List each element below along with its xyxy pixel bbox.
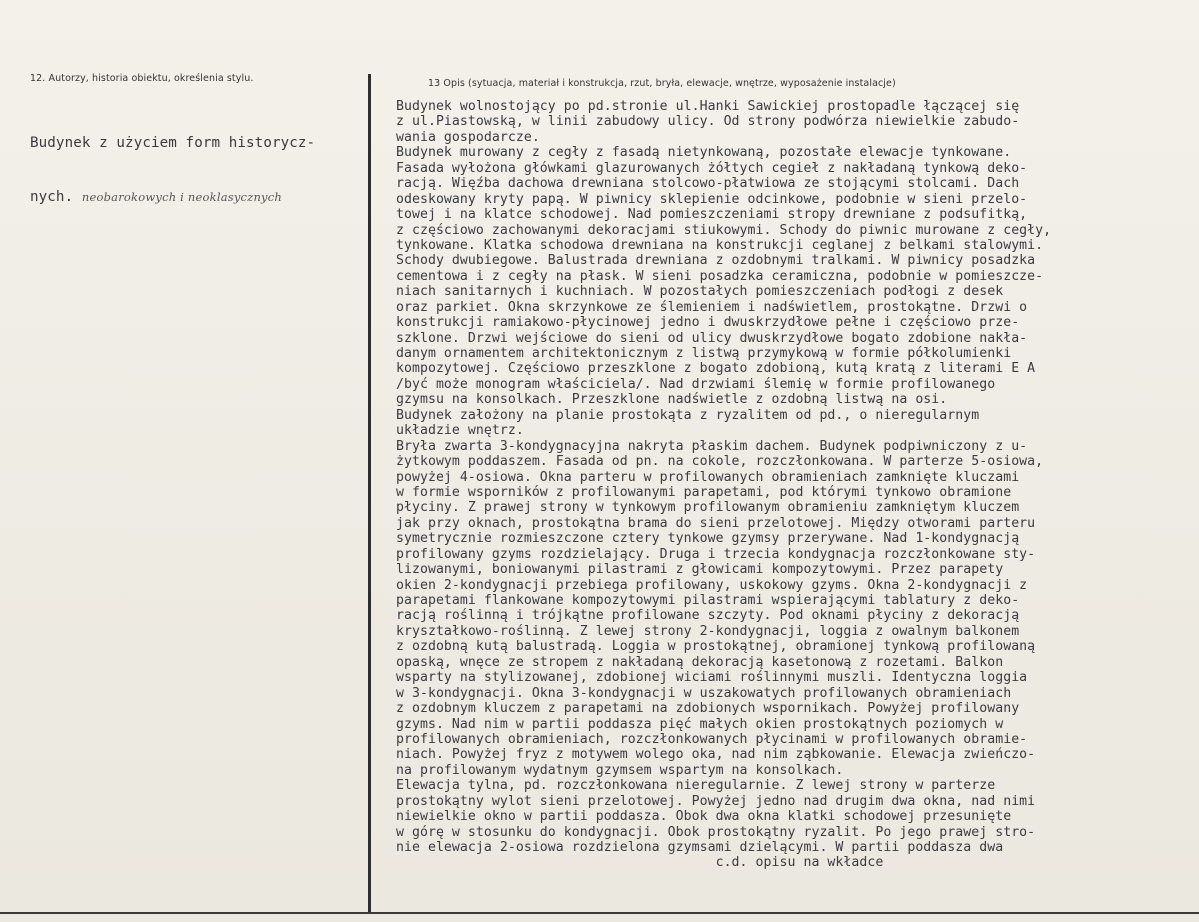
description-line: Elewacja tylna, pd. rozczłonkowana nieregularnie. Z lewej strony w parterze (396, 778, 996, 794)
description-line: konstrukcji ramiakowo-płycinowej jedno i dwuskrzydłowe pełne i częściowo prze- (396, 315, 1020, 331)
description-line: z ozdobną kutą balustradą. Loggia w prostokątnej, obramionej tynkową profilowaną (396, 639, 1036, 655)
description-line: profilowany gzyms rozdzielający. Druga i trzecia kondygnacja rozczłonkowane sty- (396, 546, 1036, 562)
description-line: Budynek wolnostojący po pd.stronie ul.Hanki Sawickiej prostopadle łączącej się (396, 99, 1020, 114)
description-line: Schody dwubiegowe. Balustrada drewniana z ozdobnymi tralkami. W piwnicy posadzka (396, 253, 1036, 269)
description-line: niewielkie okno w partii poddasza. Obok dwa okna klatki schodowej przesunięte (396, 809, 1012, 825)
style-line-2 (30, 188, 315, 206)
description-line: żytkowym poddaszem. Fasada od pn. na cokole, rozczłonkowana. W parterze 5-osiowa, (396, 454, 1044, 470)
description-line: niach sanitarnych i kuchniach. W pozostałych pomieszczeniach podłogi z desek (396, 284, 1004, 300)
description-line: c.d. opisu na wkładce (396, 855, 884, 871)
section-13-label: 13 Opis (sytuacja, materiał i konstrukcja, rzut, bryła, elewacje, wnętrze, wyposażenie instalacje) (428, 78, 896, 89)
description-line: profilowanych obramieniach, rozczłonkowanych płycinami w profilowanych obramie- (396, 731, 1028, 747)
description-line: gzyms. Nad nim w partii poddasza pięć małych okien prostokątnych poziomych w (396, 716, 1004, 732)
description-line: okien 2-kondygnacji przebiega profilowany, uskokowy gzyms. Okna 2-kondygnacji z (396, 577, 1028, 593)
description-line: symetrycznie rozmieszczone cztery tynkowe gzymsy przerywane. Nad 1-kondygnacją (396, 531, 1020, 547)
description-line: kryształkowo-roślinną. Z lewej strony 2-kondygnacji, loggia z owalnym balkonem (396, 623, 1020, 639)
description-line: racją. Więźba dachowa drewniana stolcowo-płatwiowa ze stojącymi stolcami. Dach (396, 176, 1020, 192)
style-line-1: Budynek z użyciem form historycz- (30, 135, 316, 151)
description-line: na profilowanym wydatnym gzymsem wspartym na konsolkach. (396, 762, 844, 778)
style-description (30, 98, 315, 242)
description-line: towej i na klatce schodowej. Nad pomieszczeniami stropy drewniane z podsufitką, (396, 207, 1028, 223)
bottom-rule (0, 912, 1199, 914)
description-line: danym ornamentem architektonicznym z listwą przymykową w formie półkolumienki (396, 346, 1012, 361)
description-line: parapetami flankowane kompozytowymi pilastrami wspierającymi tablatury z deko- (396, 593, 1020, 608)
description-line: układzie wnętrz. (396, 423, 524, 439)
description-line: z ul.Piastowską, w linii zabudowy ulicy. Od strony podwórza niewielkie zabudo- (396, 114, 1020, 130)
description-line: wsparty na stylizowanej, zdobionej wiciami roślinnymi muszli. Identyczna loggia (396, 670, 1028, 686)
description-line: oraz parkiet. Okna skrzynkowe ze ślemieniem i nadświetlem, prostokątne. Drzwi o (396, 299, 1028, 315)
description-line: cementowa i z cegły na płask. W sieni posadzka ceramiczna, podobnie w pomieszcze- (396, 268, 1044, 284)
description-line: w górę w stosunku do kondygnacji. Obok prostokątny ryzalit. Po jego prawej stro- (396, 824, 1036, 840)
description-line: lizowanymi, boniowanymi pilastrami z głowicami kompozytowymi. Przez parapety (396, 562, 1004, 578)
description-line: prostokątny wylot sieni przelotowej. Powyżej jedno nad drugim dwa okna, nad nimi (396, 793, 1036, 809)
description-line: powyżej 4-osiowa. Okna parteru w profilowanych obramieniach zamknięte kluczami (396, 469, 1020, 485)
description-line: kompozytowej. Częściowo przeszklone z bogato zdobioną, kutą kratą z literami E A (396, 361, 1036, 377)
description-line: jak przy oknach, prostokątna brama do sieni przelotowej. Między otworami parteru (396, 515, 1036, 531)
description-line: tynkowane. Klatka schodowa drewniana na konstrukcji ceglanej z belkami stalowymi. (396, 237, 1044, 253)
description-line: racją roślinną i trójkątne profilowane szczyty. Pod oknami płyciny z dekoracją (396, 608, 1020, 624)
description-line: płyciny. Z prawej strony w tynkowym profilowanym obramieniu zamkniętym kluczem (396, 500, 1020, 516)
description-line: opaską, wnęce ze stropem z nakładaną dekoracją kasetonową z rozetami. Balkon (396, 654, 1004, 670)
description-line: szklone. Drzwi wejściowe do sieni od ulicy dwuskrzydłowe bogato zdobione nakła- (396, 330, 1028, 346)
description-line: niach. Powyżej fryz z motywem wolego oka, nad nim ząbkowanie. Elewacja zwieńczo- (396, 747, 1036, 763)
handwritten-annotation: neobarokowych i neoklasycznych (81, 190, 283, 204)
description-line: w formie wsporników z profilowanymi parapetami, pod którymi tynkowo obramione (396, 484, 1012, 500)
style-line-2-typed: nych. (30, 189, 74, 205)
description-line: Budynek założony na planie prostokąta z ryzalitem od pd., o nieregularnym (396, 407, 980, 423)
description-line: z częściowo zachowanymi dekoracjami stiukowymi. Schody do piwnic murowane z cegły, (396, 222, 1052, 238)
description-line: wania gospodarcze. (396, 129, 540, 145)
description-line: /być może monogram właściciela/. Nad drzwiami ślemię w formie profilowanego (396, 376, 996, 392)
description-line: gzymsu na konsolkach. Przeszklone nadświetle z ozdobną listwą na osi. (396, 392, 948, 408)
column-divider (368, 74, 371, 914)
description-line: Fasada wyłożona główkami glazurowanych żółtych cegieł z nakładaną tynkową deko- (396, 160, 1028, 176)
description-line: nie elewacja 2-osiowa rozdzielona gzymsami dzielącymi. W partii poddasza dwa (396, 840, 1004, 855)
building-description (396, 99, 1051, 871)
description-line: Budynek murowany z cegły z fasadą nietynkowaną, pozostałe elewacje tynkowane. (396, 145, 1012, 161)
description-line: Bryła zwarta 3-kondygnacyjna nakryta płaskim dachem. Budynek podpiwniczony z u- (396, 438, 1028, 454)
description-line: z ozdobnym kluczem z parapetami na zdobionych wspornikach. Powyżej profilowany (396, 701, 1020, 717)
description-line: w 3-kondygnacji. Okna 3-kondygnacji w uszakowatych profilowanych obramieniach (396, 685, 1012, 701)
description-line: odeskowany kryty papą. W piwnicy sklepienie odcinkowe, podobnie w sieni przelo- (396, 191, 1028, 207)
section-12-label: 12. Autorzy, historia obiektu, określenia stylu. (30, 73, 254, 84)
